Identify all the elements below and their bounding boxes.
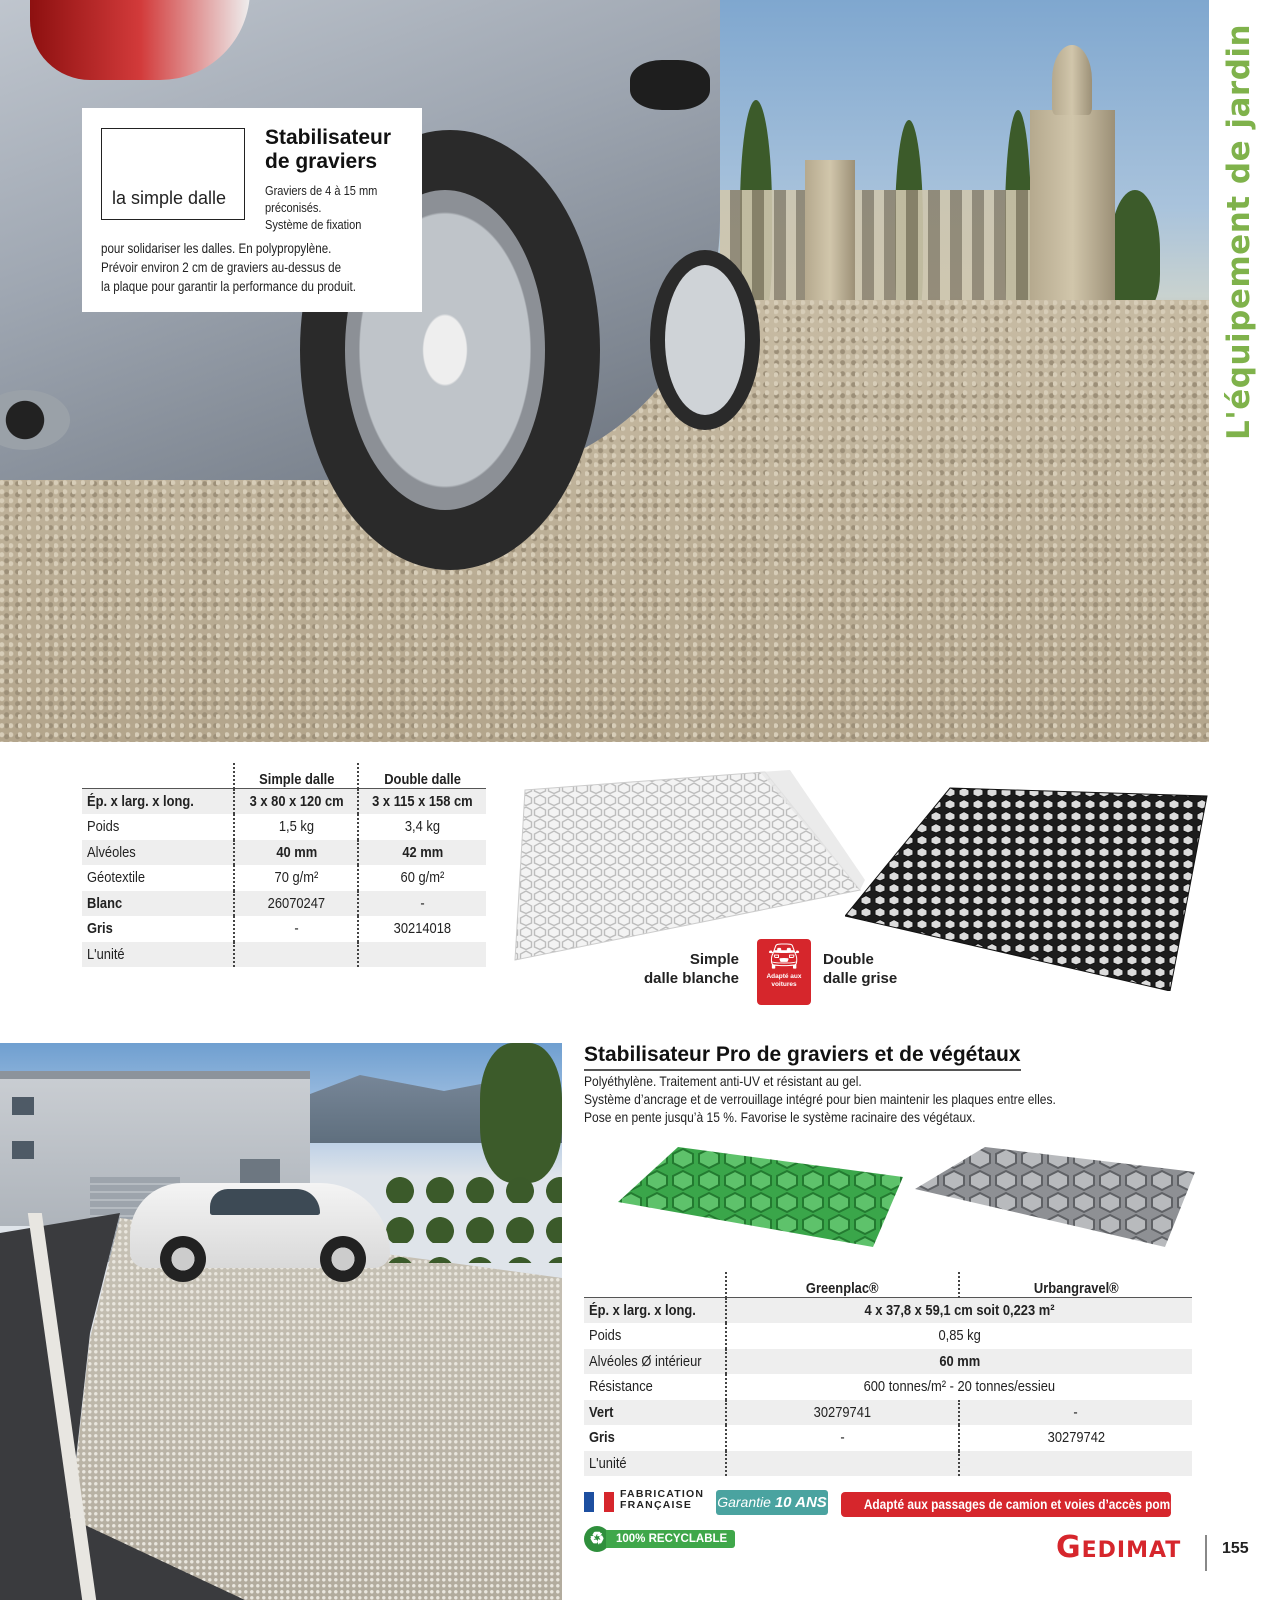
parking-photo — [0, 1043, 562, 1600]
row-label: Ép. x larg. x long. — [584, 1298, 726, 1324]
cell: 30214018 — [358, 916, 486, 942]
table-row — [82, 865, 486, 891]
table-row — [584, 1323, 1192, 1349]
row-label: L'unité — [82, 942, 234, 968]
car-icon: 🚘︎ — [767, 941, 801, 971]
camion-text: Adapté aux passages de camion et voies d’accès pompiers — [863, 1497, 1199, 1512]
row-label: Résistance — [589, 1378, 653, 1396]
page-number: 155 — [1222, 1540, 1249, 1557]
row-label: Alvéoles — [82, 840, 234, 866]
caption-line: dalle blanche — [643, 970, 739, 987]
fab-line: FABRICATION — [620, 1488, 705, 1500]
cell: 4 x 37,8 x 59,1 cm soit 0,223 m² — [726, 1298, 1192, 1324]
table-row — [584, 1374, 1192, 1400]
table-row — [82, 942, 486, 968]
table-row — [584, 1298, 1192, 1324]
section-title: L'équipement de jardin — [1221, 23, 1257, 440]
cell: 60 mm — [726, 1349, 1192, 1375]
table-row — [82, 840, 486, 866]
caption-simple — [643, 950, 739, 988]
garantie-badge — [716, 1490, 828, 1515]
cell: 60 g/m² — [358, 865, 486, 891]
desc-line: pour solidariser les dalles. En polypropylène. — [101, 241, 332, 256]
table-row — [584, 1425, 1192, 1451]
cell: 42 mm — [358, 840, 486, 866]
cell: 40 mm — [234, 840, 358, 866]
cell: 30279742 — [959, 1425, 1192, 1451]
camion-badge — [841, 1492, 1199, 1517]
desc-line: Graviers de 4 à 15 mm — [265, 183, 378, 198]
spec-table-stabilisateur — [82, 763, 486, 967]
row-label: L'unité — [584, 1451, 726, 1477]
cell: 3,4 kg — [358, 814, 486, 840]
fabrication-francaise — [620, 1489, 704, 1511]
cell — [959, 1451, 1192, 1477]
table-corner — [584, 1272, 726, 1298]
section-tab — [1209, 0, 1280, 464]
desc-line: Système de fixation — [265, 217, 362, 232]
desc-line: la plaque pour garantir la performance du produit. — [101, 279, 356, 294]
double-dalle-image — [845, 786, 1210, 991]
intro-box — [82, 108, 422, 312]
badge-line: Adapté aux — [766, 973, 802, 980]
title-line: Stabilisateur — [265, 126, 392, 149]
spec-table-pro — [584, 1272, 1192, 1476]
fab-line: FRANÇAISE — [620, 1499, 693, 1511]
car-badge — [757, 939, 811, 1005]
desc-line: Système d’ancrage et de verrouillage intégré pour bien maintenir les plaques entre elles. — [584, 1091, 1056, 1107]
cell: - — [358, 891, 486, 917]
row-label: Géotextile — [87, 869, 146, 887]
row-label: Poids — [589, 1327, 622, 1345]
row-label: Gris — [589, 1429, 615, 1447]
cell: 0,85 kg — [726, 1323, 1192, 1349]
cell — [726, 1451, 959, 1477]
gedimat-logo: GEDIMAT — [1056, 1530, 1182, 1565]
desc-line: Pose en pente jusqu’à 15 %. Favorise le système racinaire des végétaux. — [584, 1109, 976, 1125]
product-title — [265, 126, 391, 174]
cell: 1,5 kg — [234, 814, 358, 840]
cell: 70 g/m² — [234, 865, 358, 891]
product-desc-right — [265, 182, 410, 233]
table-row — [584, 1400, 1192, 1426]
french-flag-icon — [584, 1492, 614, 1512]
simple-dalle-image — [505, 770, 865, 966]
cell: 26070247 — [234, 891, 358, 917]
badge-line: voitures — [771, 981, 797, 988]
caption-line: dalle grise — [823, 970, 898, 987]
cell: 3 x 80 x 120 cm — [234, 789, 358, 815]
cell: 3 x 115 x 158 cm — [358, 789, 486, 815]
page-separator — [1205, 1535, 1207, 1571]
product-desc-full — [101, 239, 411, 296]
row-label: Vert — [584, 1400, 726, 1426]
table-row — [82, 916, 486, 942]
table-row — [584, 1349, 1192, 1375]
col-header-double: Double dalle — [358, 763, 486, 789]
desc-line: Prévoir environ 2 cm de graviers au-dessus de — [101, 260, 342, 275]
desc-line: préconisés. — [265, 200, 322, 215]
caption-line: Double — [823, 951, 874, 968]
product-label: la simple dalle — [112, 188, 227, 208]
pro-desc — [584, 1072, 1186, 1126]
col-header-simple: Simple dalle — [234, 763, 358, 789]
cell: - — [726, 1425, 959, 1451]
caption-double — [823, 950, 897, 988]
cell — [358, 942, 486, 968]
garantie-word: Garantie — [717, 1494, 771, 1510]
col-header-urbangravel: Urbangravel® — [959, 1272, 1192, 1298]
cell — [234, 942, 358, 968]
title-line: de graviers — [265, 150, 378, 173]
urbangravel-image — [915, 1147, 1195, 1247]
recyclable-badge — [584, 1526, 735, 1552]
pro-title: Stabilisateur Pro de graviers et de végétaux — [584, 1043, 1021, 1071]
row-label: Blanc — [82, 891, 234, 917]
row-label: Gris — [87, 920, 113, 938]
cell: - — [234, 916, 358, 942]
product-label-frame — [101, 128, 245, 220]
cell: 30279741 — [726, 1400, 959, 1426]
table-row — [82, 814, 486, 840]
desc-line: Polyéthylène. Traitement anti-UV et résistant au gel. — [584, 1073, 862, 1089]
col-header-greenplac: Greenplac® — [726, 1272, 959, 1298]
recycle-icon: ♻ — [584, 1526, 610, 1552]
table-row — [82, 891, 486, 917]
table-row — [584, 1451, 1192, 1477]
row-label: Alvéoles Ø intérieur — [584, 1349, 726, 1375]
recyclable-text: 100% RECYCLABLE — [606, 1530, 735, 1548]
cell: 600 tonnes/m² - 20 tonnes/essieu — [726, 1374, 1192, 1400]
caption-line: Simple — [689, 951, 739, 968]
table-row — [82, 789, 486, 815]
greenplac-image — [618, 1147, 903, 1247]
cell: - — [959, 1400, 1192, 1426]
row-label: Poids — [87, 818, 120, 836]
garantie-value: 10 ANS — [774, 1494, 827, 1511]
row-label: Ép. x larg. x long. — [82, 789, 234, 815]
table-corner — [82, 763, 234, 789]
